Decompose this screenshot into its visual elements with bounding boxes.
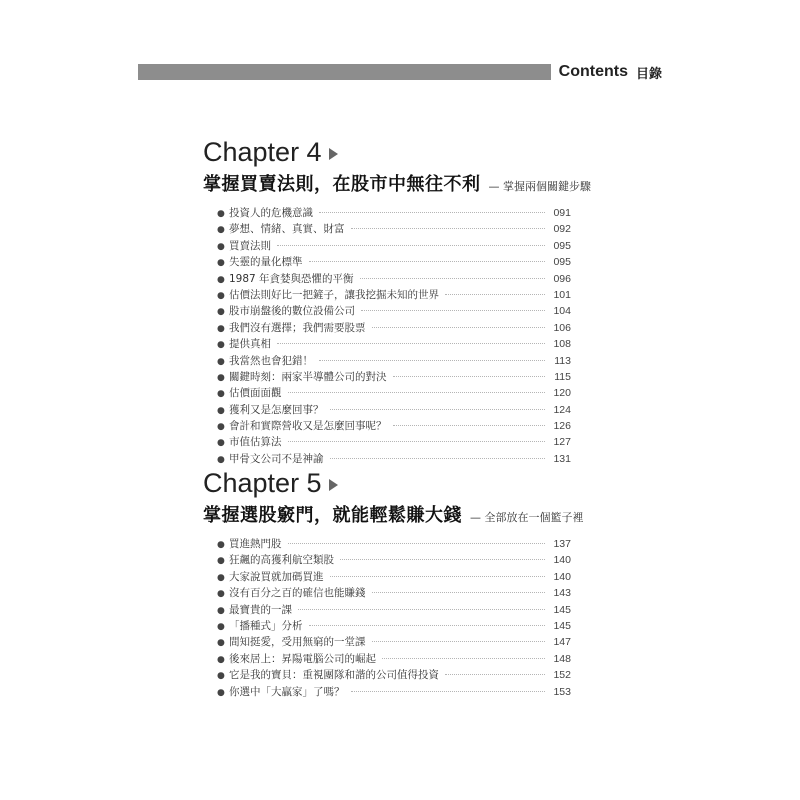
bullet-icon: ●	[217, 290, 225, 301]
bullet-icon: ●	[217, 389, 225, 400]
bullet-icon: ●	[217, 405, 225, 416]
toc-entry-title: 市值估算法	[229, 436, 282, 449]
bullet-icon: ●	[217, 572, 225, 583]
chapter-number: Chapter 5	[203, 467, 322, 498]
dot-leader	[330, 458, 546, 459]
toc-entry-title: 關鍵時刻：兩家半導體公司的對決	[229, 370, 387, 383]
toc-entry-title: 它是我的寶貝：重視團隊和諧的公司值得投資	[229, 669, 439, 682]
toc-entry-title: 甲骨文公司不是神諭	[229, 452, 324, 465]
toc-entry-title: 估價法則好比一把鏟子，讓我挖掘未知的世界	[229, 288, 439, 301]
chapter-subtitle: — 全部放在一個籃子裡	[470, 511, 584, 524]
chapter-subtitle: — 掌握兩個關鍵步驟	[488, 180, 591, 193]
toc-entry-page: 147	[553, 636, 571, 649]
chapter-number: Chapter 4	[203, 136, 322, 167]
toc-entry-page: 127	[553, 436, 571, 449]
toc-entry-page: 106	[553, 321, 571, 334]
chapter-heading	[203, 135, 571, 169]
toc-entry-page: 096	[553, 272, 571, 285]
dot-leader	[445, 674, 545, 675]
bullet-icon: ●	[217, 671, 225, 682]
dot-leader	[445, 294, 545, 295]
toc-entry[interactable]	[203, 536, 571, 552]
toc-entry-title: 後來居上：昇陽電腦公司的崛起	[229, 652, 376, 665]
bullet-icon: ●	[217, 540, 225, 550]
toc-entry[interactable]	[203, 418, 571, 434]
dot-leader	[330, 576, 546, 577]
bullet-icon: ●	[217, 372, 225, 383]
dot-leader	[372, 641, 546, 642]
toc-entry-page: 095	[553, 239, 571, 252]
toc-list	[203, 205, 571, 467]
toc-entry[interactable]	[203, 569, 571, 585]
dot-leader	[372, 592, 546, 593]
bullet-icon: ●	[217, 307, 225, 318]
toc-entry-title: 你選中「大贏家」了嗎？	[229, 685, 345, 698]
toc-entry[interactable]	[203, 205, 571, 221]
toc-entry-page: 126	[553, 420, 571, 433]
toc-entry[interactable]	[203, 287, 571, 303]
chapter-title-row	[203, 501, 584, 527]
toc-entry[interactable]	[203, 651, 571, 667]
bullet-icon: ●	[217, 258, 225, 269]
dot-leader	[351, 228, 546, 229]
dot-leader	[309, 261, 546, 262]
dot-leader	[277, 245, 545, 246]
bullet-icon: ●	[217, 438, 225, 449]
toc-entry[interactable]	[203, 585, 571, 601]
toc-list	[203, 536, 571, 700]
dot-leader	[351, 691, 546, 692]
toc-entry-title: 失靈的量化標準	[229, 256, 303, 269]
toc-entry-page: 113	[554, 354, 571, 367]
toc-entry-page: 131	[553, 452, 571, 465]
toc-entry-title: 最寶貴的一課	[229, 603, 292, 616]
dot-leader	[288, 392, 546, 393]
bullet-icon: ●	[217, 422, 225, 433]
contents-title-zh: 目錄	[635, 66, 662, 82]
chapter-4-section	[203, 135, 591, 467]
dot-leader	[319, 360, 545, 361]
toc-entry-title: 買進熱門股	[229, 538, 282, 550]
toc-entry-page: 145	[553, 603, 571, 616]
toc-entry-page: 152	[553, 669, 571, 682]
dot-leader	[298, 609, 545, 610]
chapter-title-row	[203, 170, 591, 196]
toc-entry[interactable]	[203, 434, 571, 450]
toc-entry-page: 120	[553, 387, 571, 400]
toc-entry-title: 投資人的危機意識	[229, 207, 313, 219]
dot-leader	[340, 559, 545, 560]
toc-entry[interactable]	[203, 385, 571, 401]
toc-entry-title: 我當然也會犯錯！	[229, 354, 313, 367]
toc-entry-title: 我們沒有選擇；我們需要股票	[229, 321, 366, 334]
toc-entry-page: 108	[553, 338, 571, 351]
chapter-5-section	[203, 466, 584, 700]
bullet-icon: ●	[217, 274, 225, 285]
toc-entry[interactable]	[203, 221, 571, 237]
toc-entry-page: 092	[553, 223, 571, 236]
play-triangle-icon	[329, 148, 338, 160]
bullet-icon: ●	[217, 241, 225, 252]
toc-entry-page: 091	[553, 207, 571, 219]
toc-entry[interactable]	[203, 336, 571, 352]
toc-entry[interactable]	[203, 618, 571, 634]
toc-entry[interactable]	[203, 451, 571, 467]
dot-leader	[330, 409, 546, 410]
bullet-icon: ●	[217, 605, 225, 616]
dot-leader	[361, 310, 545, 311]
toc-entry[interactable]	[203, 320, 571, 336]
contents-title-en: Contents	[558, 63, 628, 80]
toc-entry-page: 101	[553, 288, 571, 301]
toc-entry-title: 估價面面觀	[229, 387, 282, 400]
toc-entry[interactable]	[203, 667, 571, 683]
toc-entry-page: 095	[553, 256, 571, 269]
toc-entry[interactable]	[203, 552, 571, 568]
toc-entry-title: 提供真相	[229, 338, 271, 351]
toc-entry-page: 124	[553, 403, 571, 416]
chapter-title: 掌握買賣法則，在股市中無往不利	[203, 174, 481, 195]
bullet-icon: ●	[217, 356, 225, 367]
toc-entry[interactable]	[203, 303, 571, 319]
dot-leader	[288, 543, 546, 544]
dot-leader	[319, 212, 545, 213]
bullet-icon: ●	[217, 687, 225, 698]
dot-leader	[277, 343, 545, 344]
dot-leader	[393, 376, 546, 377]
toc-entry-title: 狂飆的高獲利航空類股	[229, 554, 334, 567]
toc-entry-title: 夢想、情緒、真實、財富	[229, 223, 345, 236]
toc-entry-title: 大家說買就加碼買進	[229, 570, 324, 583]
header-band	[138, 64, 662, 80]
toc-entry-title: 1987 年貪婪與恐懼的平衡	[229, 272, 354, 285]
play-triangle-icon	[329, 479, 338, 491]
bullet-icon: ●	[217, 225, 225, 236]
bullet-icon: ●	[217, 323, 225, 334]
toc-entry[interactable]	[203, 602, 571, 618]
toc-entry-page: 140	[553, 554, 571, 567]
toc-entry-title: 買賣法則	[229, 239, 271, 252]
dot-leader	[288, 441, 546, 442]
bullet-icon: ●	[217, 638, 225, 649]
bullet-icon: ●	[217, 556, 225, 567]
header-label	[551, 61, 662, 83]
bullet-icon: ●	[217, 589, 225, 600]
bullet-icon: ●	[217, 209, 225, 219]
toc-entry[interactable]	[203, 353, 571, 369]
bullet-icon: ●	[217, 454, 225, 465]
toc-entry[interactable]	[203, 634, 571, 650]
chapter-heading	[203, 466, 571, 500]
toc-entry-page: 115	[554, 370, 571, 383]
bullet-icon: ●	[217, 654, 225, 665]
toc-entry-page: 153	[553, 685, 571, 698]
toc-entry-page: 137	[553, 538, 571, 550]
bullet-icon: ●	[217, 340, 225, 351]
toc-entry[interactable]	[203, 402, 571, 418]
toc-entry[interactable]	[203, 254, 571, 270]
toc-entry-page: 148	[553, 652, 571, 665]
dot-leader	[360, 278, 545, 279]
toc-entry[interactable]	[203, 238, 571, 254]
toc-entry-title: 間知挺愛，受用無窮的一堂課	[229, 636, 366, 649]
dot-leader	[393, 425, 546, 426]
bullet-icon: ●	[217, 621, 225, 632]
toc-entry-page: 104	[553, 305, 571, 318]
toc-entry[interactable]	[203, 684, 571, 700]
dot-leader	[309, 625, 546, 626]
toc-entry-title: 「播種式」分析	[229, 619, 303, 632]
toc-entry-page: 145	[553, 619, 571, 632]
toc-entry-title: 股市崩盤後的數位設備公司	[229, 305, 355, 318]
toc-entry-page: 143	[553, 587, 571, 600]
toc-entry[interactable]	[203, 369, 571, 385]
chapter-title: 掌握選股竅門，就能輕鬆賺大錢	[203, 505, 462, 526]
dot-leader	[382, 658, 545, 659]
dot-leader	[372, 327, 546, 328]
toc-entry-title: 沒有百分之百的確信也能賺錢	[229, 587, 366, 600]
toc-entry[interactable]	[203, 271, 571, 287]
toc-entry-title: 獲利又是怎麼回事？	[229, 403, 324, 416]
toc-entry-page: 140	[553, 570, 571, 583]
toc-entry-title: 會計和實際營收又是怎麼回事呢？	[229, 420, 387, 433]
